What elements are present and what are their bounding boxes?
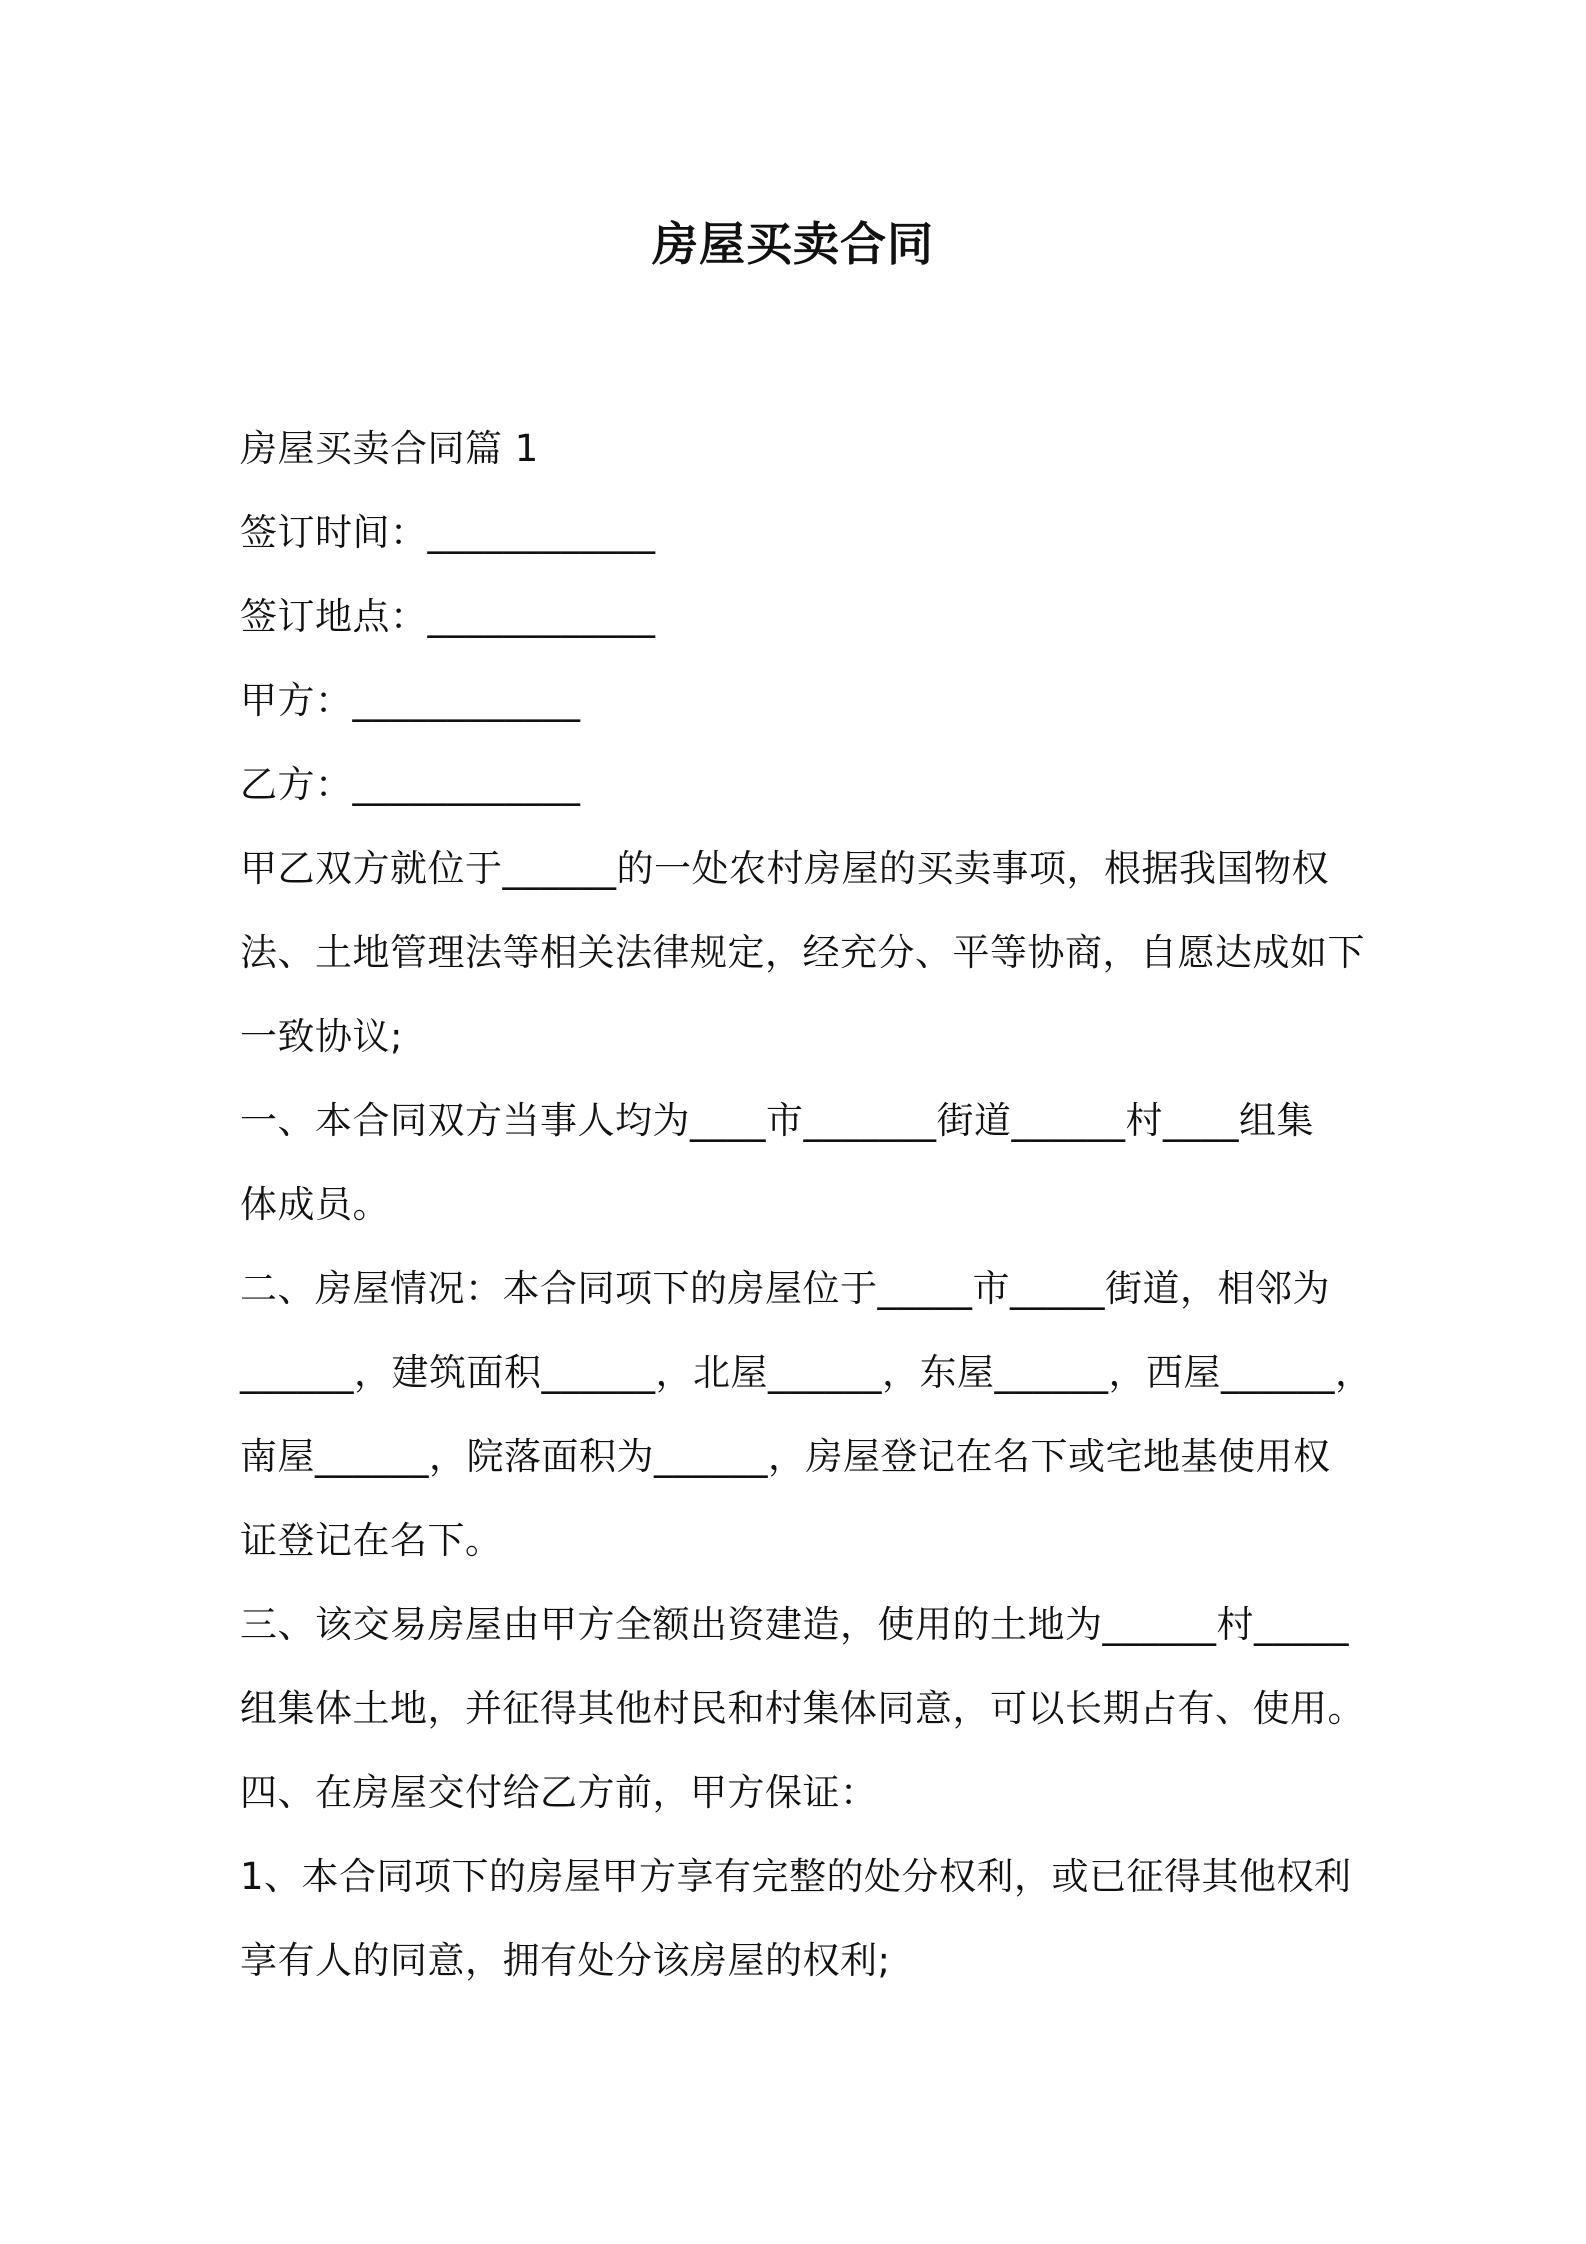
section-heading: 房屋买卖合同篇 1 [240,427,539,470]
signing-place-field: 签订地点：____________ [240,595,656,638]
clause-1-line-1: 一、本合同双方当事人均为____市_______街道______村____组集 [240,1099,1314,1142]
clause-4-item-1-line-2: 享有人的同意，拥有处分该房屋的权利; [240,1939,891,1982]
preamble-line-2: 法、土地管理法等相关法律规定，经充分、平等协商，自愿达成如下 [240,931,1365,974]
clause-2-line-4: 证登记在名下。 [240,1519,503,1562]
clause-3-line-1: 三、该交易房屋由甲方全额出资建造，使用的土地为______村_____ [240,1603,1349,1646]
party-b-field: 乙方：____________ [240,763,581,806]
document-title: 房屋买卖合同 [652,217,934,271]
clause-4-heading: 四、在房屋交付给乙方前，甲方保证： [240,1771,878,1814]
party-a-field: 甲方：____________ [240,679,581,722]
clause-2-line-2: ______，建筑面积______，北屋______，东屋______，西屋______， [240,1351,1373,1394]
document-body [240,407,1373,2003]
clause-1-line-2: 体成员。 [240,1183,390,1226]
preamble-line-1: 甲乙双方就位于______的一处农村房屋的买卖事项，根据我国物权 [240,847,1329,890]
clause-2-line-1: 二、房屋情况：本合同项下的房屋位于_____市_____街道，相邻为 [240,1267,1330,1310]
clause-4-item-1-line-1: 1、本合同项下的房屋甲方享有完整的处分权利，或已征得其他权利 [240,1855,1352,1898]
clause-3-line-2: 组集体土地，并征得其他村民和村集体同意，可以长期占有、使用。 [240,1687,1365,1730]
clause-2-line-3: 南屋______，院落面积为______，房屋登记在名下或宅地基使用权 [240,1435,1331,1478]
signing-time-field: 签订时间：____________ [240,511,656,554]
preamble-line-3: 一致协议; [240,1015,403,1058]
